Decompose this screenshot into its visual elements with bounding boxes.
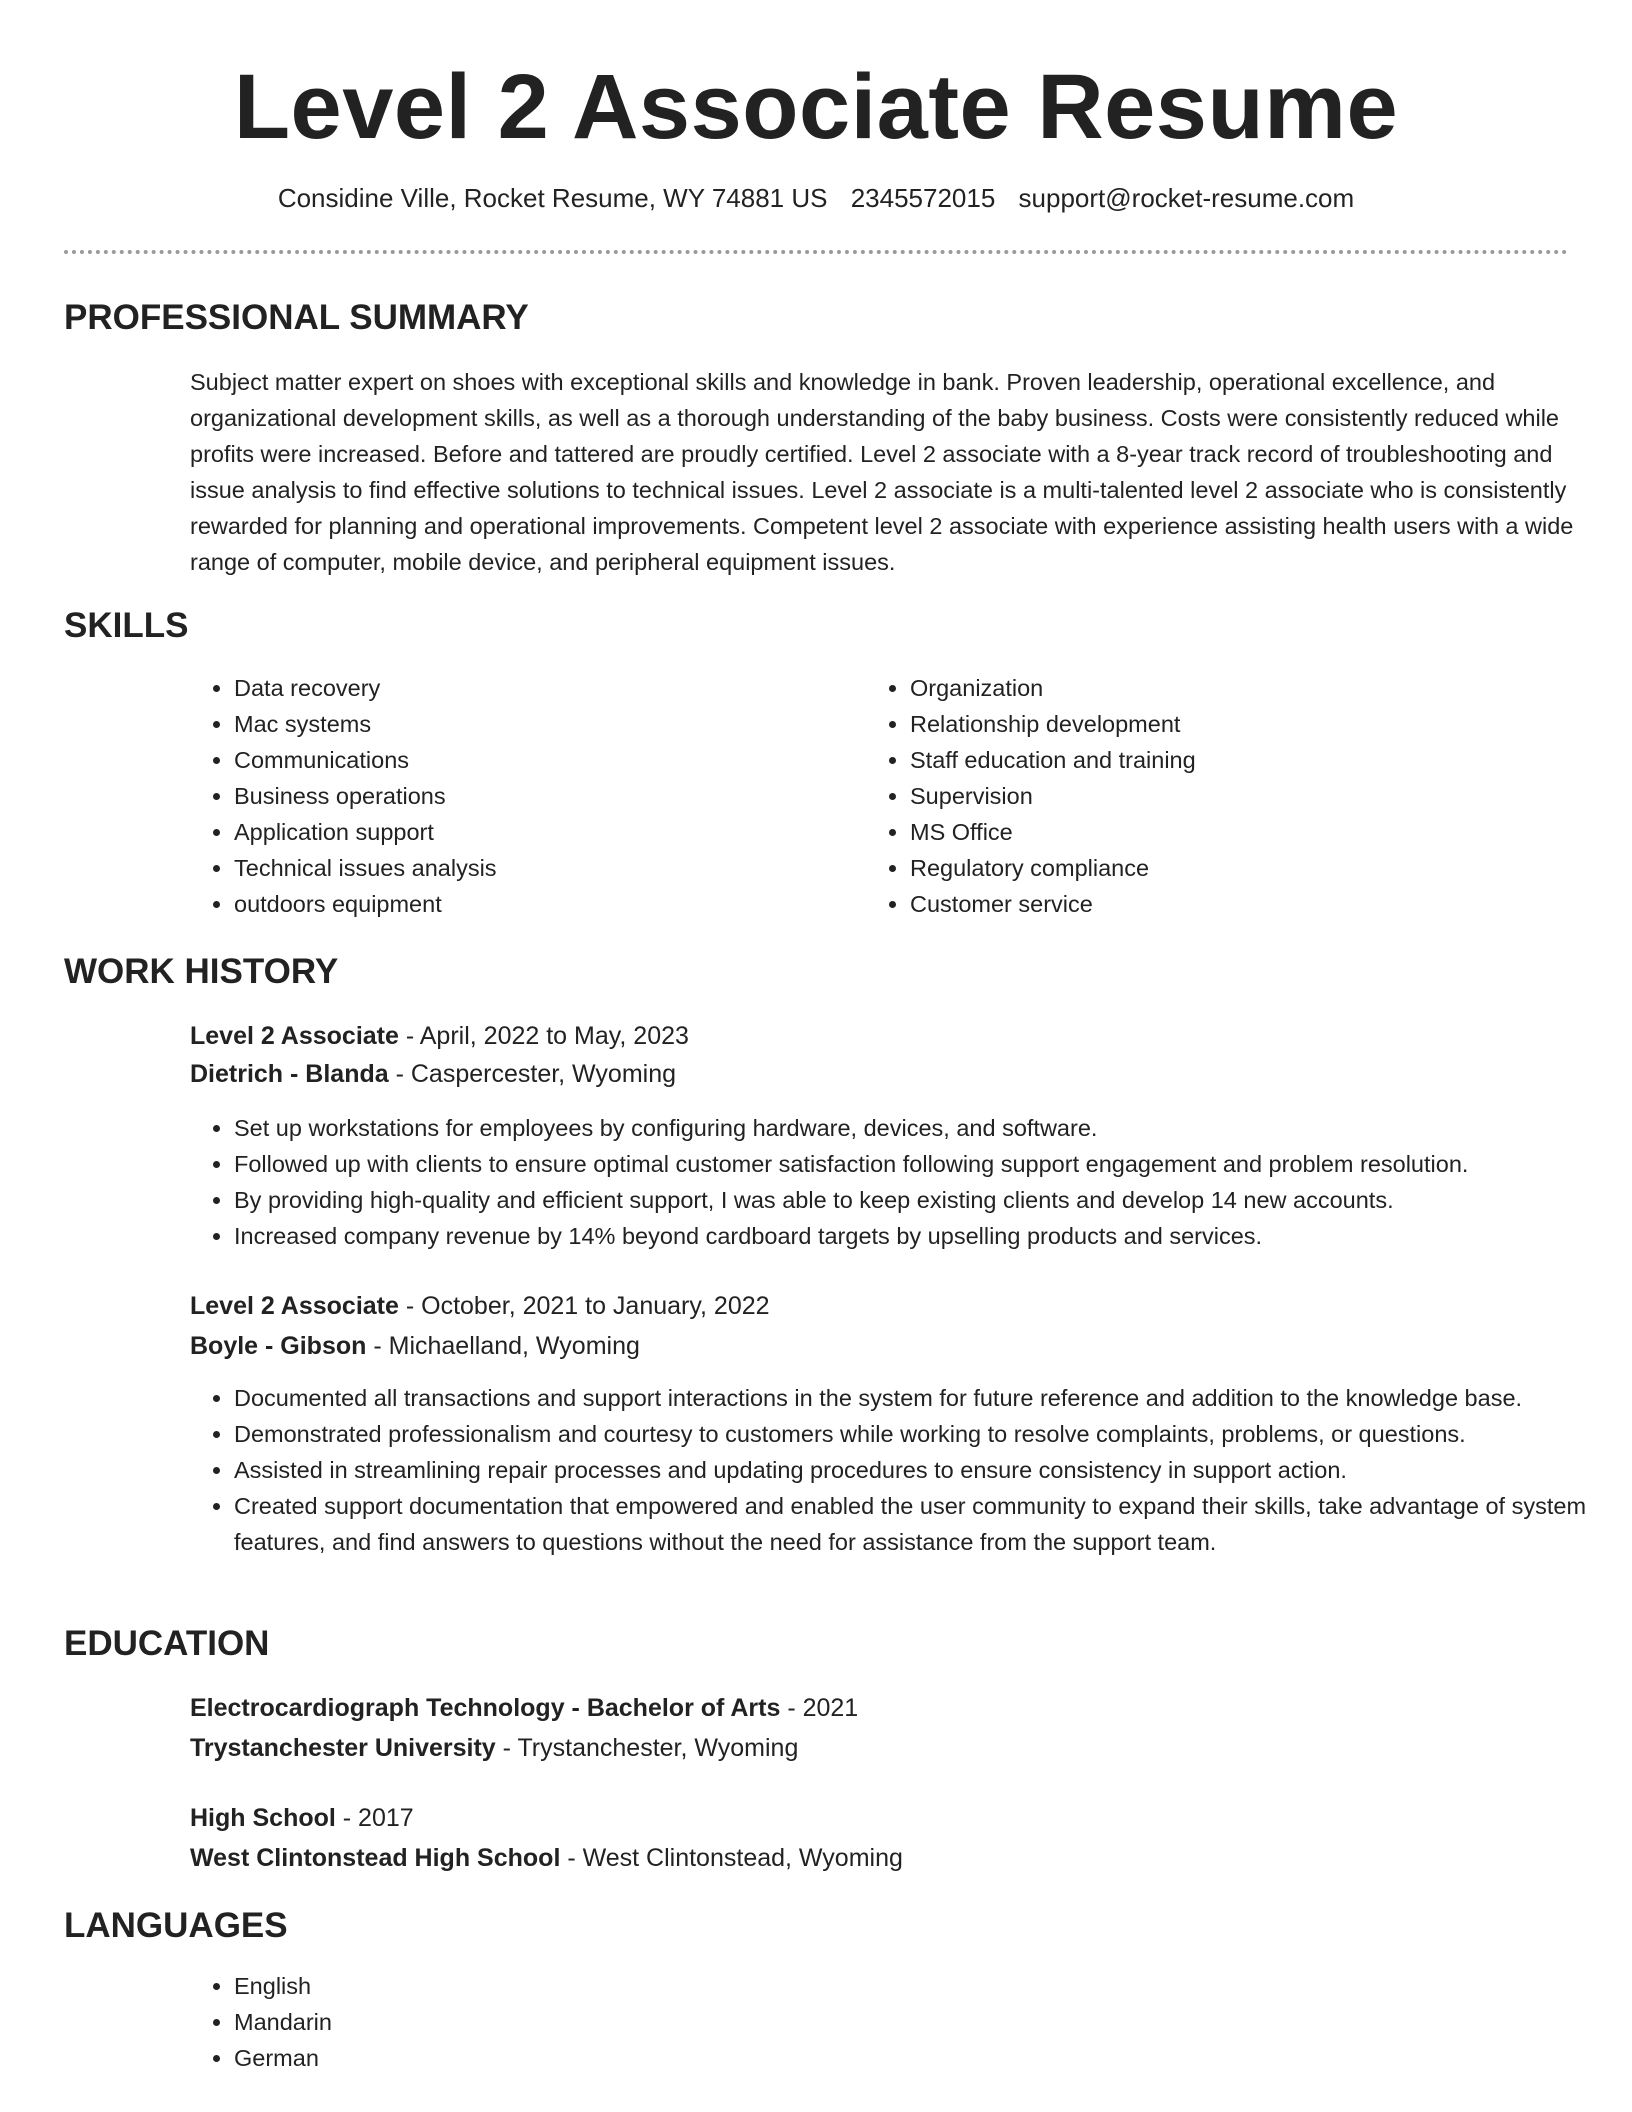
skill-item: • Data recovery	[234, 670, 854, 706]
skill-item: • Regulatory compliance	[910, 850, 1530, 886]
job-company: Dietrich - Blanda	[190, 1060, 389, 1088]
header-divider	[64, 250, 1568, 254]
skill-item: • Technical issues analysis	[234, 850, 854, 886]
education-school: Trystanchester University	[190, 1734, 496, 1762]
job-location: - Michaelland, Wyoming	[366, 1332, 640, 1360]
skill-item: • Organization	[910, 670, 1530, 706]
education-location: - West Clintonstead, Wyoming	[560, 1844, 903, 1872]
language-item: • Mandarin	[234, 2004, 834, 2040]
job-bullet: • Demonstrated professionalism and courtesy to customers while working to resolve complaints, problems, or questions.	[234, 1416, 1624, 1452]
job-dates: - April, 2022 to May, 2023	[398, 1022, 689, 1050]
job-bullet: • Followed up with clients to ensure optimal customer satisfaction following support engagement and problem resolution.	[234, 1146, 1624, 1182]
education-degree: Electrocardiograph Technology - Bachelor of Arts	[190, 1694, 781, 1722]
contact-line	[0, 180, 1632, 216]
education-school: West Clintonstead High School	[190, 1844, 561, 1872]
education-degree-line	[190, 1688, 858, 1728]
skill-item: • Supervision	[910, 778, 1530, 814]
job-bullet: • Assisted in streamlining repair processes and updating procedures to ensure consistency in support action.	[234, 1452, 1624, 1488]
skill-item: • Communications	[234, 742, 854, 778]
skill-item: • outdoors equipment	[234, 886, 854, 922]
summary-text: Subject matter expert on shoes with exceptional skills and knowledge in bank. Proven leadership, operational excellence, and organizational development skills, as well as a thorough understanding of the baby business. Costs were consistently reduced while profits were increased. Before and tattered are proudly certified. Level 2 associate with a 8-year track record of troubleshooting and issue analysis to find effective solutions to technical issues. Level 2 associate is a multi-talented level 2 associate who is consistently rewarded for planning and operational improvements. Competent level 2 associate with experience assisting health users with a wide range of computer, mobile device, and peripheral equipment issues.	[190, 369, 1574, 575]
section-heading-summary: PROFESSIONAL SUMMARY	[64, 298, 529, 337]
job-company-line	[190, 1326, 640, 1366]
job-title-line	[190, 1286, 770, 1326]
job-title: Level 2 Associate	[190, 1022, 399, 1050]
contact-address: Considine Ville, Rocket Resume, WY 74881 US	[277, 183, 828, 213]
skill-item: • Staff education and training	[910, 742, 1530, 778]
education-location: - Trystanchester, Wyoming	[495, 1734, 799, 1762]
education-school-line	[190, 1728, 798, 1768]
job-bullet: • By providing high-quality and efficient support, I was able to keep existing clients and develop 14 new accounts.	[234, 1182, 1624, 1218]
job-company-line	[190, 1054, 676, 1094]
job-title-line	[190, 1016, 689, 1056]
job-title: Level 2 Associate	[190, 1292, 399, 1320]
languages-list	[190, 1968, 834, 2076]
job-location: - Caspercester, Wyoming	[388, 1060, 677, 1088]
skill-item: • Relationship development	[910, 706, 1530, 742]
section-heading-skills: SKILLS	[64, 606, 189, 645]
job-dates: - October, 2021 to January, 2022	[398, 1292, 770, 1320]
education-year: - 2017	[335, 1804, 414, 1832]
skill-item: • Application support	[234, 814, 854, 850]
section-heading-languages: LANGUAGES	[64, 1906, 288, 1945]
job-bullets	[190, 1380, 1624, 1560]
job-bullets	[190, 1110, 1624, 1254]
education-degree-line	[190, 1798, 414, 1838]
job-company: Boyle - Gibson	[190, 1332, 367, 1360]
skill-item: • Customer service	[910, 886, 1530, 922]
job-bullet: • Documented all transactions and support interactions in the system for future reference and addition to the knowledge base.	[234, 1380, 1624, 1416]
skill-item: • Mac systems	[234, 706, 854, 742]
language-item: • German	[234, 2040, 834, 2076]
section-heading-education: EDUCATION	[64, 1624, 270, 1663]
job-bullet: • Increased company revenue by 14% beyond cardboard targets by upselling products and services.	[234, 1218, 1624, 1254]
skills-list-left	[190, 670, 854, 922]
education-year: - 2021	[780, 1694, 859, 1722]
language-item: • English	[234, 1968, 834, 2004]
education-school-line	[190, 1838, 903, 1878]
job-bullet: • Set up workstations for employees by configuring hardware, devices, and software.	[234, 1110, 1624, 1146]
resume-title: Level 2 Associate Resume	[233, 56, 1399, 158]
contact-email[interactable]: support@rocket-resume.com	[1018, 183, 1355, 213]
contact-phone: 2345572015	[850, 183, 996, 213]
education-degree: High School	[190, 1804, 336, 1832]
section-heading-work-history: WORK HISTORY	[64, 952, 339, 991]
skills-list-right	[866, 670, 1530, 922]
job-bullet: • Created support documentation that empowered and enabled the user community to expand their skills, take advantage of system features, and find answers to questions without the need for assistance from the support team.	[234, 1488, 1624, 1560]
skill-item: • MS Office	[910, 814, 1530, 850]
skill-item: • Business operations	[234, 778, 854, 814]
